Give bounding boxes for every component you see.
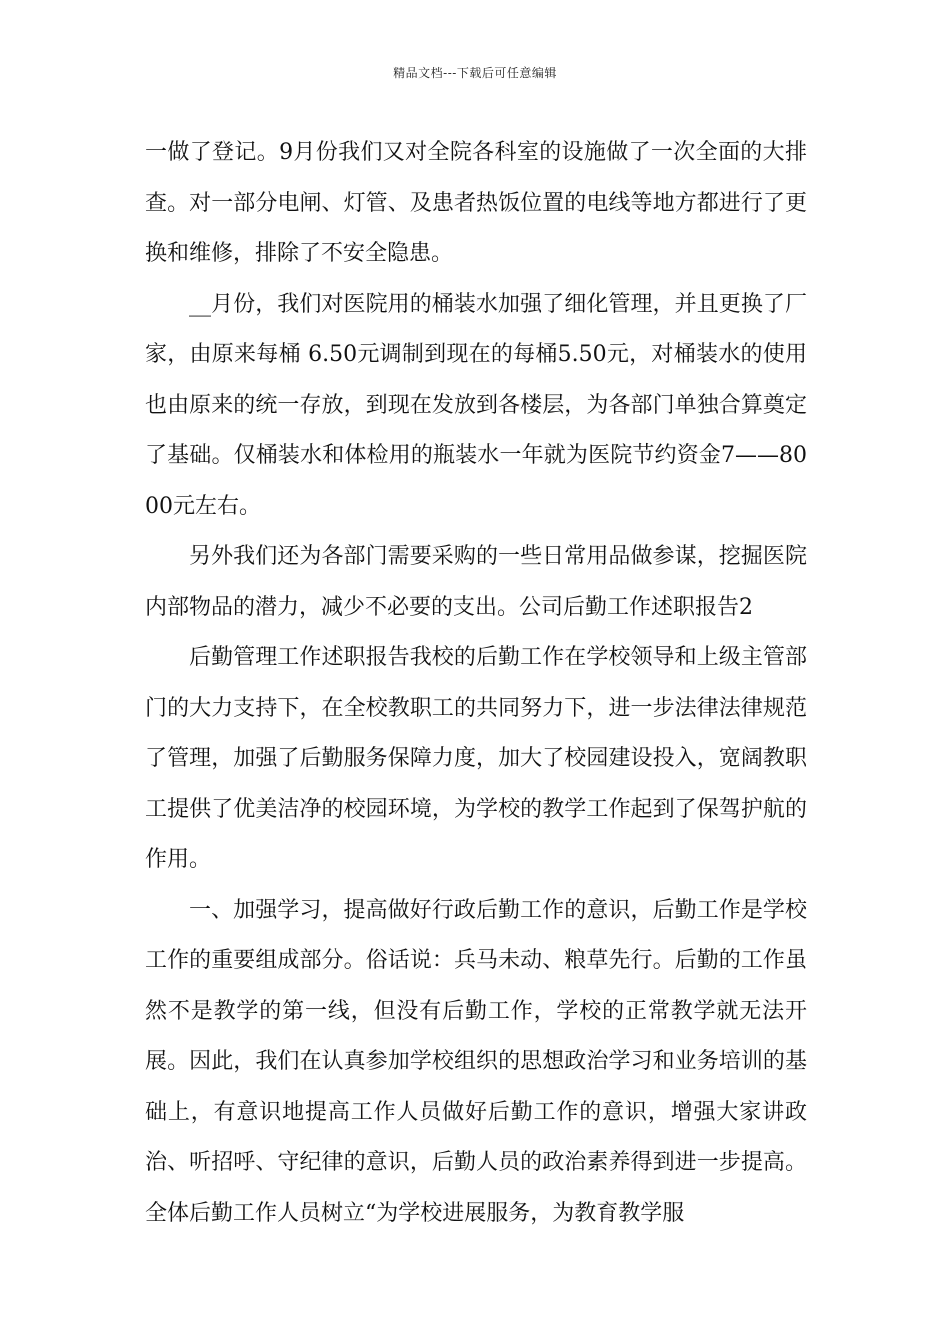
paragraph-section-one: 一、加强学习，提高做好行政后勤工作的意识，后勤工作是学校工作的重要组成部分。俗话说：兵马未动、粮草先行。后勤的工作虽然不是教学的第一线，但没有后勤工作，学校的正常教学就无法开展。因此，我们在认真参加学校组织的思想政治学习和业务培训的基础上，有意识地提高工作人员做好后勤工作的意识，增强大家讲政治、听招呼、守纪律的意识，后勤人员的政治素养得到进一步提高。全体后勤工作人员树立“为学校进展服务，为教育教学服 <box>145 897 807 1226</box>
page-header: 精品文档---下载后可任意编辑 <box>393 66 557 80</box>
paragraph-bottled-water: __月份，我们对医院用的桶装水加强了细化管理，并且更换了厂家，由原来每桶 6.50元调制到现在的每桶5.50元，对桶装水的使用也由原来的统一存放，到现在发放到各楼层，为各部门单独合算奠定了基础。仅桶装水和体检用的瓶装水一年就为医院节约资金7——8000元左右。 <box>145 291 807 519</box>
document-body <box>145 128 807 1239</box>
paragraph-logistics-report-intro: 后勤管理工作述职报告我校的后勤工作在学校领导和上级主管部门的大力支持下，在全校教职工的共同努力下，进一步法律法律规范了管理，加强了后勤服务保障力度，加大了校园建设投入，宽阔教职工提供了优美洁净的校园环境，为学校的教学工作起到了保驾护航的作用。 <box>145 645 807 872</box>
paragraph-purchasing-advice: 另外我们还为各部门需要采购的一些日常用品做参谋，挖掘医院内部物品的潜力，减少不必要的支出。公司后勤工作述职报告2 <box>145 544 807 620</box>
paragraph-registration-inspection: 一做了登记。9月份我们又对全院各科室的设施做了一次全面的大排查。对一部分电闸、灯管、及患者热饭位置的电线等地方都进行了更换和维修，排除了不安全隐患。 <box>145 140 807 266</box>
